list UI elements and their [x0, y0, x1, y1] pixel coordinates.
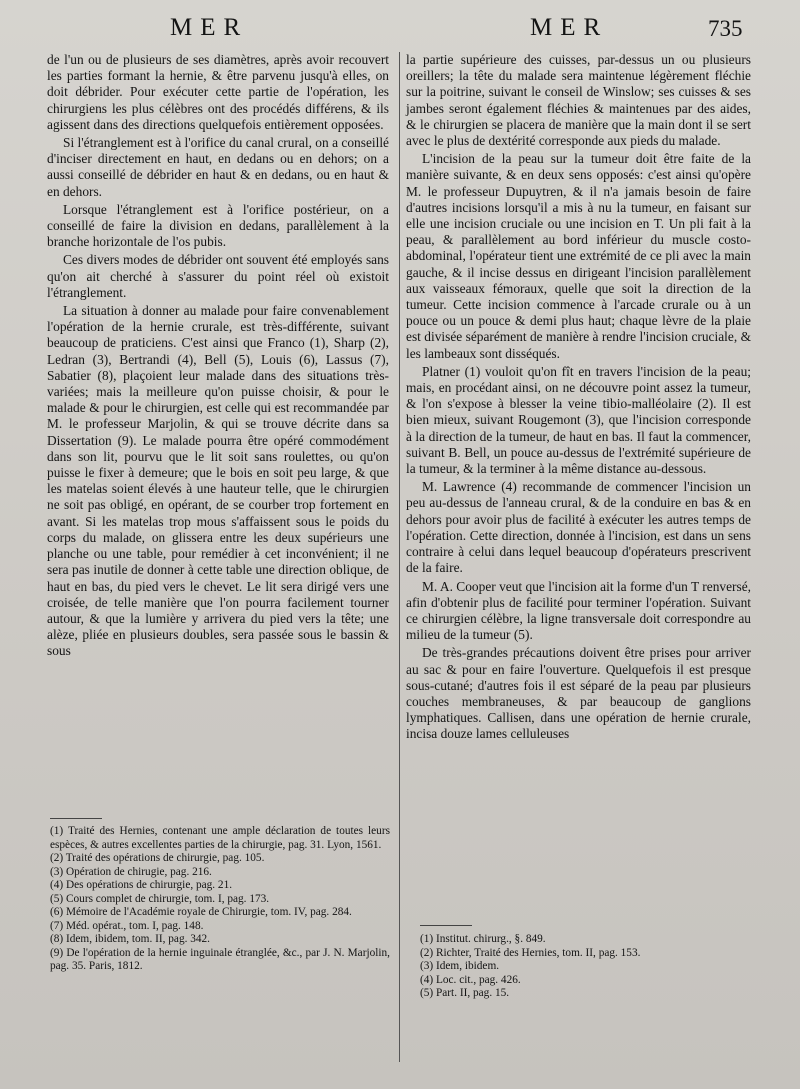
paragraph: Ces divers modes de débrider ont souvent été employés sans qu'on ait cherché à s'assurer du point réel où existoit l'étranglement.: [47, 252, 389, 300]
footnote: (2) Traité des opérations de chirurgie, pag. 105.: [50, 852, 265, 864]
footnote: (8) Idem, ibidem, tom. II, pag. 342.: [50, 933, 211, 945]
footnote: (6) Mémoire de l'Académie royale de Chirurgie, tom. IV, pag. 284.: [50, 906, 352, 918]
right-column: [406, 52, 751, 743]
paragraph: de l'un ou de plusieurs de ses diamètres, après avoir recouvert les parties formant la hernie, & être parvenu jusqu'à elles, on doit débrider. Pour exécuter cette partie de l'opération, les chirurgiens les plus célèbres ont des procédés différens, & ils agissent dans des directions quelquefois entièrement opposées.: [47, 52, 389, 132]
footnote: (2) Richter, Traité des Hernies, tom. II, pag. 153.: [420, 946, 641, 959]
footnote-rule: [50, 818, 102, 819]
footnote: (4) Loc. cit., pag. 426.: [420, 973, 521, 986]
right-footnotes: [420, 933, 750, 1001]
page-number: 735: [708, 16, 743, 41]
footnote: (3) Opération de chirugie, pag. 216.: [50, 865, 212, 878]
paragraph: la partie supérieure des cuisses, par-dessus un ou plusieurs oreillers; la tête du malade sera maintenue légèrement fléchie sur la poitrine, suivant le conseil de Winslow; ses cuisses & ses jambes seront également fléchies & maintenues par des aides, & le chirurgien se placera de manière que la main dont il se sert avec le plus de dextérité corresponde aux pieds du malade.: [406, 52, 751, 149]
footnote: (5) Cours complet de chirurgie, tom. I, pag. 173.: [50, 892, 270, 905]
footnote: (3) Idem, ibidem.: [420, 960, 500, 972]
paragraph: La situation à donner au malade pour faire convenablement l'opération de la hernie crurale, est très-différente, suivant beaucoup de praticiens. C'est ainsi que Franco (1), Sharp (2), Ledran (3), Bertrandi (4), Bell (5), Louis (6), Lassus (7), Sabatier (8), plaçoient leur malade dans des situations très-variées; mais la meilleure qu'on puisse choisir, & pour le malade & pour le chirurgien, est celle qui est recommandée par M. le professeur Marjolin, & qui se trouve décrite dans sa Dissertation (9). Le malade pourra être opéré commodément dans son lit, pourvu que le lit soit sans roulettes, ou qu'on puisse le fixer à demeure; que le bois en soit peu large, & que les matelas soient élevés à une hauteur telle, que le chirurgien ne soit pas obligé, en opérant, de se courber trop fortement en avant. Si les matelas trop mous s'affaissent sous le poids du corps du malade, on glissera entre les deux supérieurs une planche ou une table, pour remédier à cet inconvénient; il ne sera pas inutile de donner à cette table une direction oblique, de haut en bas, du pied vers le chevet. Le lit sera dirigé vers une croisée, de telle manière que l'on pourra facilement tourner autour, & que la lumière y arrivera du pied vers la tête; une alèze, pliée en plusieurs doubles, sera passée sous le bassin & sous: [47, 303, 389, 659]
paragraph: Si l'étranglement est à l'orifice du canal crural, on a conseillé d'inciser directement en haut, en dedans ou en dehors; on a aussi conseillé de débrider en haut & en dedans, ou en haut & en dehors.: [47, 135, 389, 199]
paragraph: M. A. Cooper veut que l'incision ait la forme d'un T renversé, afin d'obtenir plus de facilité pour terminer l'opération. Suivant ce chirurgien célèbre, la ligne transversale doit correspondre au milieu de la tumeur (5).: [406, 578, 751, 643]
footnote: (7) Méd. opérat., tom. I, pag. 148.: [50, 919, 204, 932]
header-left-word: MER: [170, 14, 249, 41]
footnote: (5) Part. II, pag. 15.: [420, 987, 510, 999]
paragraph: L'incision de la peau sur la tumeur doit être faite de la manière suivante, & en deux sens opposés: c'est ainsi qu'opère M. le professeur Dupuytren, & il n'a jamais besoin de faire d'autres incisions lorsqu'il a mis à nu la tumeur, en faisant sur elle une incision cruciale ou une incision en T. Un pli fait à la peau, & parallèlement au bord inférieur du muscle costo-abdominal, l'opérateur tient une extrémité de ce pli avec la main gauche, & il incise dessus en dirigeant l'incision parallèlement aux vaisseaux fémoraux, quelle que soit la direction de la tumeur. Cette incision commence à l'arcade crurale ou à un pouce ou un pouce & demi plus haut; chaque lèvre de la plaie est divisée séparément de manière à rendre l'incision cruciale, & les lambeaux sont disséqués.: [406, 151, 751, 361]
paragraph: Platner (1) vouloit qu'on fît en travers l'incision de la peau; mais, en procédant ainsi, on ne découvre point assez la tumeur, & l'on s'expose à blesser la veine tibio-malléolaire (2). Il est bien mieux, suivant Rougemont (3), que l'incision corresponde à la direction de la tumeur, de haut en bas. Il faut la commencer, suivant B. Bell, un pouce au-dessus de l'extrémité supérieure de la tumeur, & la terminer à la même distance au-dessous.: [406, 363, 751, 477]
footnote-rule: [420, 925, 472, 926]
left-column: [47, 52, 389, 660]
footnote: (1) Institut. chirurg., §. 849.: [420, 933, 546, 945]
running-header: [0, 14, 800, 44]
column-divider: [399, 52, 400, 1062]
paragraph: De très-grandes précautions doivent être prises pour arriver au sac & pour en faire l'ouverture. Quelquefois il est presque sous-cutané; d'autres fois il est séparé de la peau par plusieurs couches membraneuses, & par beaucoup de ganglions lymphatiques. Callisen, dans une opération de hernie crurale, incisa douze lames celluleuses: [406, 645, 751, 742]
footnote: (9) De l'opération de la hernie inguinale étranglée, &c., par J. N. Marjolin, pag. 35. Paris, 1812.: [50, 946, 390, 972]
paragraph: Lorsque l'étranglement est à l'orifice postérieur, on a conseillé de faire la division en dedans, parallèlement à la branche horizontale de l'os pubis.: [47, 201, 389, 250]
paragraph: M. Lawrence (4) recommande de commencer l'incision un peu au-dessus de l'anneau crural, & de la conduire en bas & en dehors pour avoir plus de facilité à exécuter les autres temps de l'opération. Cette direction, donnée à l'incision, est dans un sens contraire à celui dans lequel beaucoup d'opérateurs prescrivent de la faire.: [406, 479, 751, 576]
header-right-word: MER: [530, 14, 609, 41]
footnote: (4) Des opérations de chirurgie, pag. 21.: [50, 879, 233, 891]
left-footnotes: [50, 825, 390, 974]
footnote: (1) Traité des Hernies, contenant une ample déclaration de toutes leurs espèces, & autres excellentes parties de la chirurgie, pag. 31. Lyon, 1561.: [50, 825, 390, 851]
